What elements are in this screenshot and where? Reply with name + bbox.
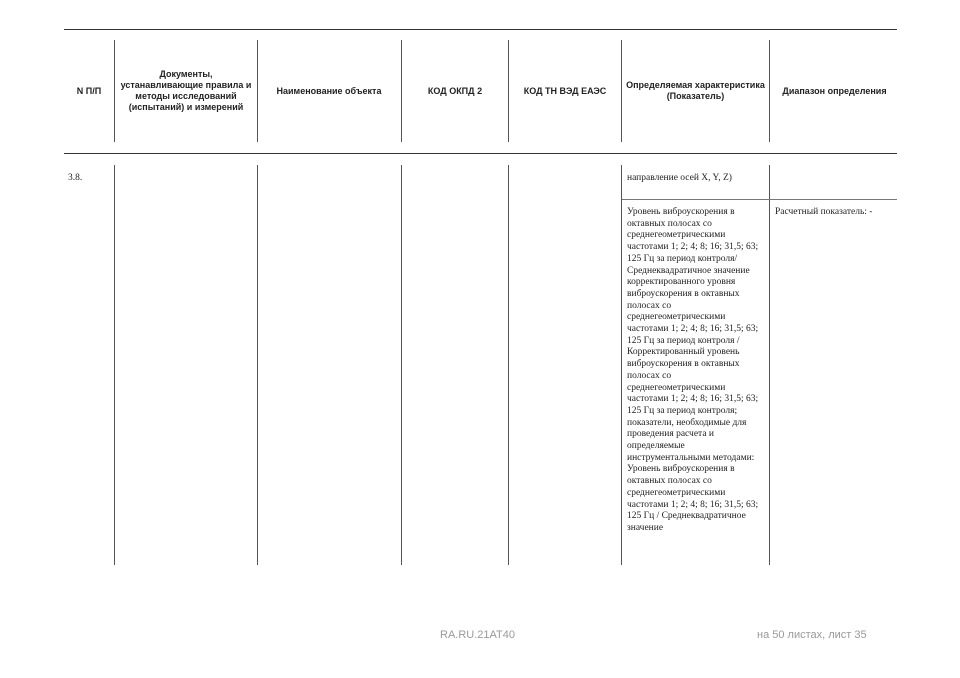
header-separator xyxy=(508,40,509,142)
header-separator xyxy=(114,40,115,142)
header-bottom-rule xyxy=(64,153,897,154)
body-separator xyxy=(114,165,115,565)
characteristic-continued: направление осей X, Y, Z) xyxy=(627,173,732,183)
body-separator xyxy=(257,165,258,565)
header-col-object-name: Наименование объекта xyxy=(276,85,382,96)
body-separator xyxy=(621,165,622,565)
subrow-separator xyxy=(622,199,897,200)
header-separator xyxy=(257,40,258,142)
header-col-documents: Документы, устанавливающие правила и методы исследований (испытаний) и измерений xyxy=(120,69,252,112)
range-text: Расчетный показатель: - xyxy=(775,207,873,217)
header-separator xyxy=(401,40,402,142)
body-separator xyxy=(401,165,402,565)
sheet-info: на 50 листах, лист 35 xyxy=(757,629,867,641)
header-col-characteristic: Определяемая характеристика (Показатель) xyxy=(626,80,765,101)
header-top-rule xyxy=(64,29,897,30)
body-separator xyxy=(769,165,770,565)
characteristic-text: Уровень виброускорения в октавных полосах со среднегеометрическими частотами 1; 2; 4; 8; 16; 31,5; 63; 125 Гц за период контроля/ Среднеквадратичное значение корректированного уровня виброускорения в октавных полосах со среднегеометрическими частотами 1; 2; 4; 8; 16; 31,5; 63; 125 Гц за период контроля / Корректированный уровень виброускорения в октавных полосах со среднегеометрическими частотами 1; 2; 4; 8; 16; 31,5; 63; 125 Гц за период контроля; показатели, необходимые для проведения расчета и определяемые инструментальными методами: Уровень виброускорения в октавных полосах со среднегеометрическими частотами 1; 2; 4; 8; 16; 31,5; 63; 125 Гц / Среднеквадратичное значение xyxy=(627,207,759,533)
header-separator xyxy=(769,40,770,142)
row-number: 3.8. xyxy=(68,173,83,183)
header-col-range: Диапазон определения xyxy=(782,85,887,96)
header-col-okpd2: КОД ОКПД 2 xyxy=(427,85,483,96)
header-col-number: N П/П xyxy=(76,85,102,96)
header-separator xyxy=(621,40,622,142)
body-separator xyxy=(508,165,509,565)
header-col-tnved: КОД ТН ВЭД ЕАЭС xyxy=(523,85,607,96)
document-number: RA.RU.21AT40 xyxy=(440,629,515,641)
